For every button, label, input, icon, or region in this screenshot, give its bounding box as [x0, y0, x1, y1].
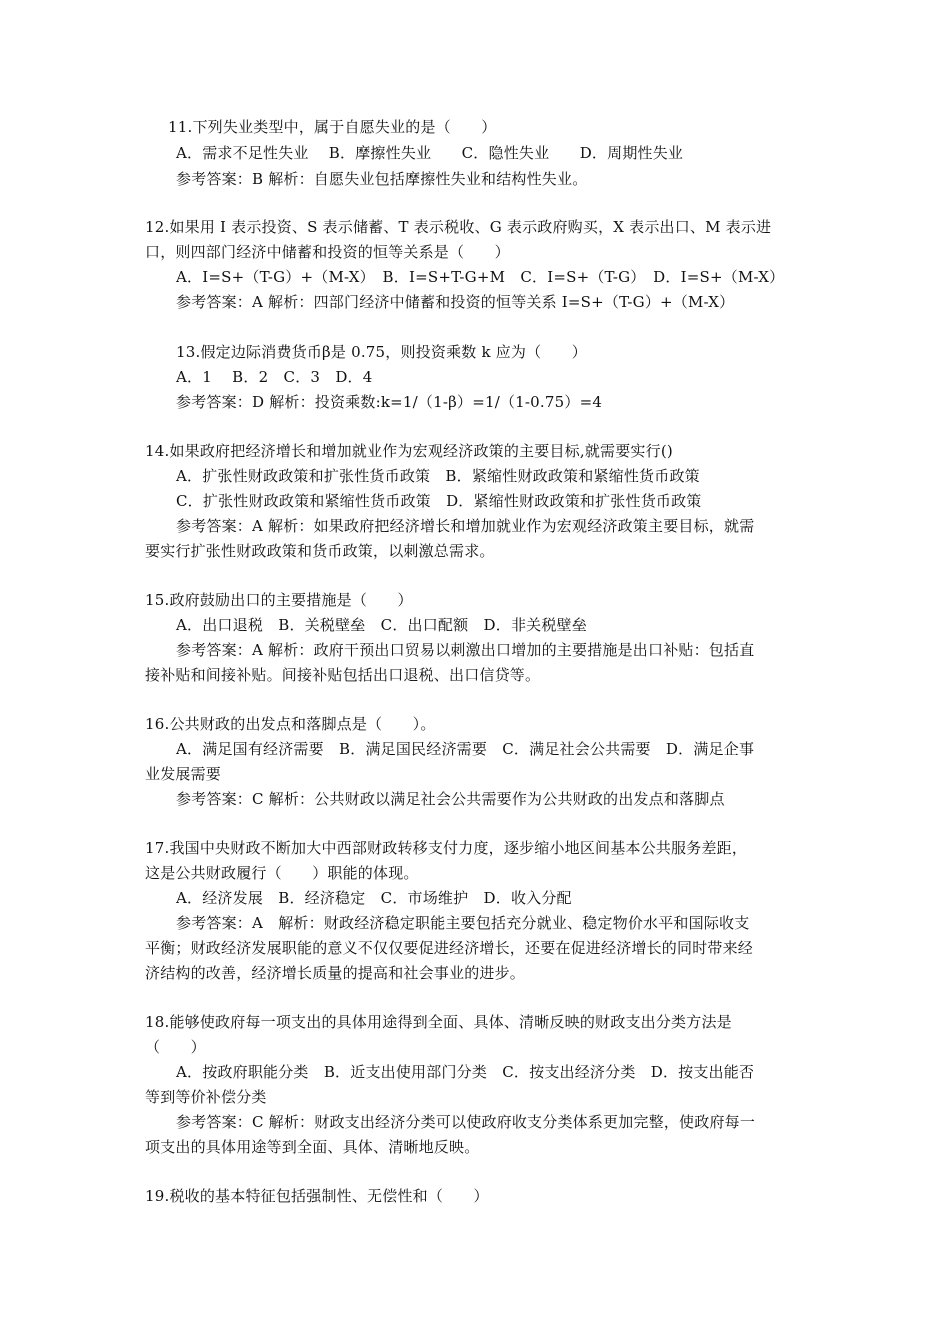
question-13-text: 13.假定边际消费货币β是 0.75，则投资乘数 k 应为（ ） — [176, 343, 587, 361]
question-14-answer-1: 参考答案：A 解析：如果政府把经济增长和增加就业作为宏观经济政策主要目标，就需 — [176, 517, 755, 535]
question-16-text: 16.公共财政的出发点和落脚点是（ ）。 — [145, 715, 436, 733]
question-15-answer-1: 参考答案：A 解析：政府干预出口贸易以刺激出口增加的主要措施是出口补贴：包括直 — [176, 641, 755, 659]
question-11-text: 11.下列失业类型中，属于自愿失业的是（ ） — [168, 118, 497, 136]
question-14-options-1: A．扩张性财政政策和扩张性货币政策 B．紧缩性财政政策和紧缩性货币政策 — [176, 467, 700, 485]
question-12-text-cont: 口，则四部门经济中储蓄和投资的恒等关系是（ ） — [145, 243, 510, 261]
question-17-answer-1: 参考答案：A 解析：财政经济稳定职能主要包括充分就业、稳定物价水平和国际收支 — [176, 914, 750, 932]
question-18-answer-2: 项支出的具体用途等到全面、具体、清晰地反映。 — [145, 1138, 480, 1156]
question-17-text-cont: 这是公共财政履行（ ）职能的体现。 — [145, 864, 419, 882]
question-16-options-2: 业发展需要 — [145, 765, 222, 783]
question-15-options: A．出口退税 B．关税壁垒 C．出口配额 D．非关税壁垒 — [176, 616, 587, 634]
question-16-answer: 参考答案：C 解析：公共财政以满足社会公共需要作为公共财政的出发点和落脚点 — [176, 790, 725, 808]
question-14-options-2: C．扩张性财政政策和紧缩性货币政策 D．紧缩性财政政策和扩张性货币政策 — [176, 492, 702, 510]
question-15-answer-2: 接补贴和间接补贴。间接补贴包括出口退税、出口信贷等。 — [145, 666, 541, 684]
question-18-answer-1: 参考答案：C 解析：财政支出经济分类可以使政府收支分类体系更加完整，使政府每一 — [176, 1113, 756, 1131]
question-18-options-2: 等到等价补偿分类 — [145, 1088, 267, 1106]
question-17-answer-2: 平衡；财政经济发展职能的意义不仅仅要促进经济增长，还要在促进经济增长的同时带来经 — [145, 939, 754, 957]
question-13-options: A．1 B．2 C．3 D．4 — [176, 368, 373, 386]
question-12-text: 12.如果用 I 表示投资、S 表示储蓄、T 表示税收、G 表示政府购买，X 表示出口、M 表示进 — [145, 218, 772, 236]
question-18-options-1: A．按政府职能分类 B．近支出使用部门分类 C．按支出经济分类 D．按支出能否 — [176, 1063, 755, 1081]
question-14-text: 14.如果政府把经济增长和增加就业作为宏观经济政策的主要目标,就需要实行() — [145, 442, 673, 460]
question-11-answer: 参考答案：B 解析：自愿失业包括摩擦性失业和结构性失业。 — [176, 170, 588, 188]
question-18-text: 18.能够使政府每一项支出的具体用途得到全面、具体、清晰反映的财政支出分类方法是 — [145, 1013, 732, 1031]
question-12-options: A．I=S+（T-G）+（M-X） B．I=S+T-G+M C．I=S+（T-G） D．I=S+（M-X） — [176, 268, 785, 286]
question-16-options-1: A．满足国有经济需要 B．满足国民经济需要 C．满足社会公共需要 D．满足企事 — [176, 740, 755, 758]
question-15-text: 15.政府鼓励出口的主要措施是（ ） — [145, 591, 413, 609]
question-12-answer: 参考答案：A 解析：四部门经济中储蓄和投资的恒等关系 I=S+（T-G）+（M-X） — [176, 293, 735, 311]
question-19-text: 19.税收的基本特征包括强制性、无偿性和（ ） — [145, 1187, 489, 1205]
question-13-answer: 参考答案：D 解析：投资乘数:k=1/（1-β）=1/（1-0.75）=4 — [176, 393, 603, 411]
question-17-options: A．经济发展 B．经济稳定 C．市场维护 D．收入分配 — [176, 889, 572, 907]
question-18-text-cont: （ ） — [145, 1038, 206, 1056]
question-17-text: 17.我国中央财政不断加大中西部财政转移支付力度，逐步缩小地区间基本公共服务差距， — [145, 839, 748, 857]
question-14-answer-2: 要实行扩张性财政政策和货币政策，以刺激总需求。 — [145, 542, 495, 560]
question-11-options: A．需求不足性失业 B．摩擦性失业 C．隐性失业 D．周期性失业 — [176, 144, 684, 162]
question-17-answer-3: 济结构的改善，经济增长质量的提高和社会事业的进步。 — [145, 964, 526, 982]
